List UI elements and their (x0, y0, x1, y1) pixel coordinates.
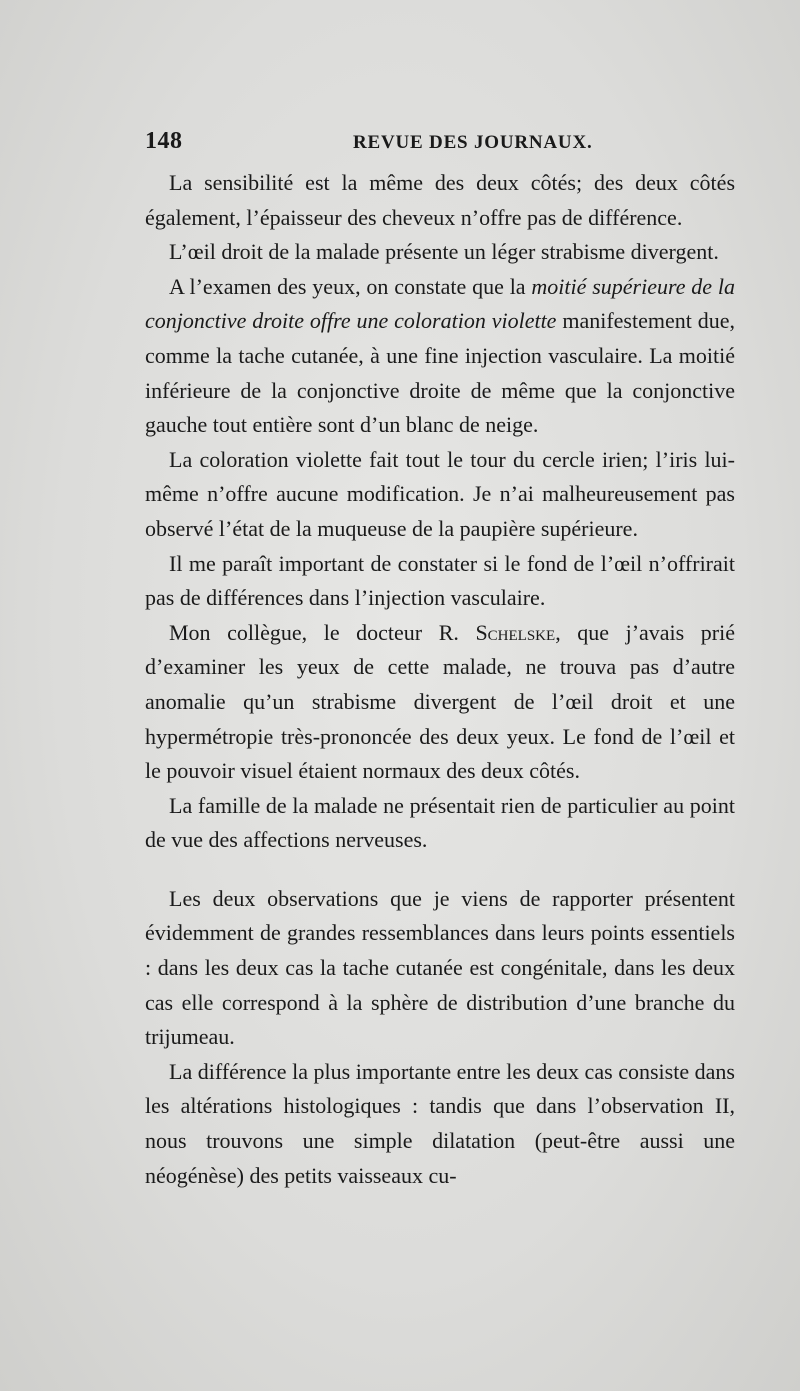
running-head: REVUE DES JOURNAUX. (353, 132, 593, 153)
paragraph-collegue-after: , que j’avais prié d’examiner les yeux de cette malade, ne trouva pas d’autre anomalie qu’un strabisme divergent de l’œil droit et une hypermétropie très-prononcée des deux yeux. Le fond de l’œil et le pouvoir visuel étaient normaux des deux côtés. (145, 619, 735, 784)
author-name-smallcaps: Schelske (475, 619, 556, 645)
page-number: 148 (145, 128, 183, 154)
paragraph-sensibilite: La sensibilité est la même des deux côtés; des deux côtés également, l’épaisseur des cheveux n’offre pas de différence. (145, 170, 735, 230)
paragraph-collegue (145, 616, 735, 789)
paragraph-famille: La famille de la malade ne présentait rien de particulier au point de vue des affections nerveuses. (145, 792, 735, 853)
italic-emphasis: moitié supérieure de la conjonctive droite offre une coloration violette (145, 273, 735, 334)
paragraph-observations: Les deux observations que je viens de rapporter présentent évidemment de grandes ressemblances dans leurs points essentiels : dans les deux cas la tache cutanée est congénitale, dans les deux cas elle correspond à la sphère de distribution d’une branche du trijumeau. (145, 885, 735, 1050)
page-header (145, 128, 735, 160)
paragraph-strabisme: L’œil droit de la malade présente un léger strabisme divergent. (169, 239, 719, 265)
paragraph-coloration: La coloration violette fait tout le tour du cercle irien; l’iris lui-même n’offre aucune modification. Je n’ai malheureusement pas observé l’état de la muqueuse de la paupière supérieure. (145, 446, 735, 541)
paragraph-collegue-before: Mon collègue, le docteur R. (169, 619, 476, 645)
body-text (145, 166, 735, 1193)
paragraph-fond-oeil: Il me paraît important de constater si le fond de l’œil n’offrirait pas de différences dans l’injection vasculaire. (145, 550, 735, 611)
paragraph-examen-before: A l’examen des yeux, on constate que la (169, 273, 532, 299)
paragraph-examen-after: manifestement due, comme la tache cutanée, à une fine injection vasculaire. La moitié inférieure de la conjonctive droite de même que la conjonctive gauche tout entière sont d’un blanc de neige. (145, 308, 735, 438)
paragraph-difference: La différence la plus importante entre les deux cas consiste dans les altérations histologiques : tandis que dans l’observation II, nous trouvons une simple dilatation (peut-être aussi une néogénèse) des petits vaisseaux cu- (145, 1058, 735, 1188)
paragraph-examen-yeux (145, 270, 735, 443)
